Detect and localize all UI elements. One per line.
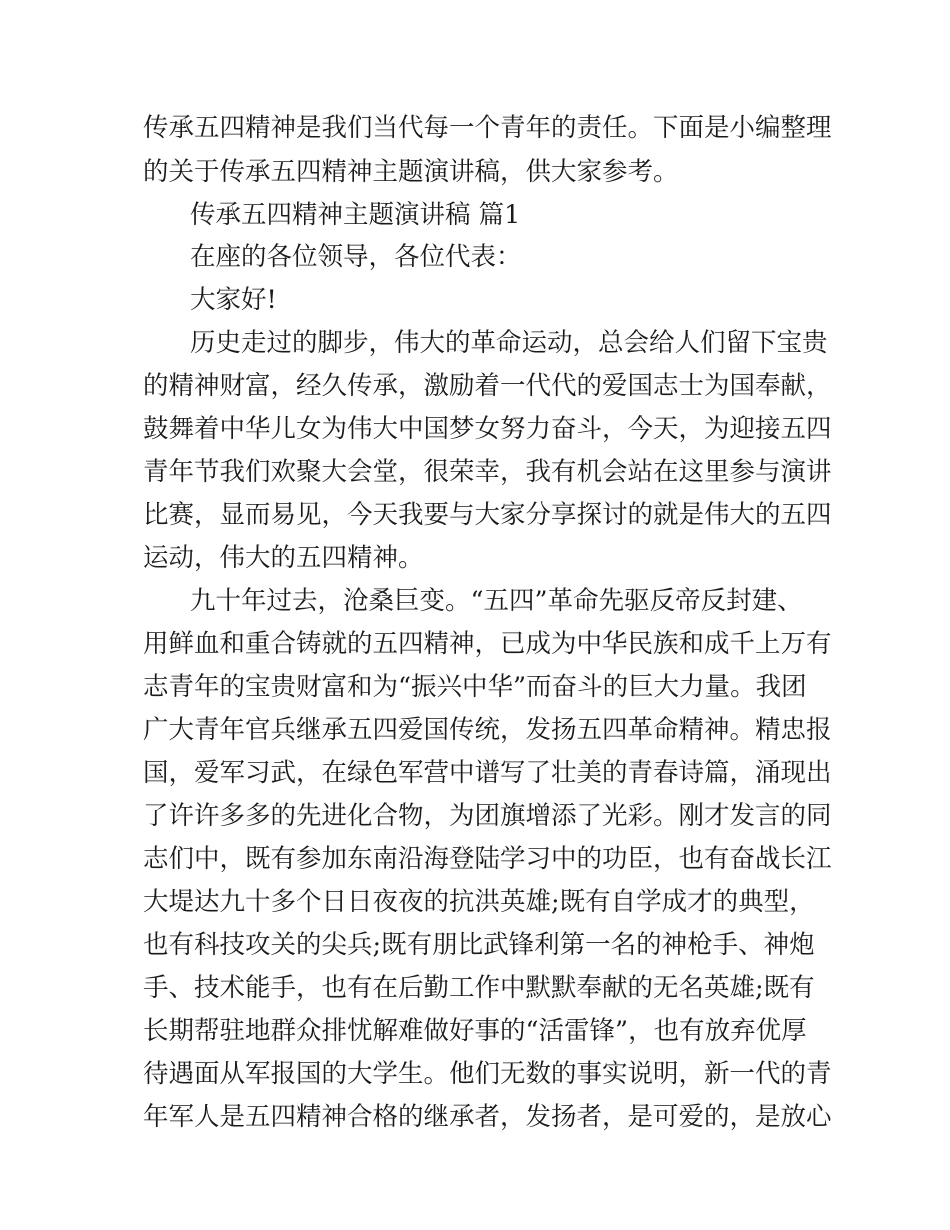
- paragraph-2-line-13: 年军人是五四精神合格的继承者，发扬者，是可爱的，是放心: [143, 1102, 832, 1132]
- speech-title: 传承五四精神主题演讲稿 篇1: [190, 200, 521, 230]
- paragraph-2-line-8: 大堤达九十多个日日夜夜的抗洪英雄;既有自学成才的典型，: [143, 887, 815, 917]
- paragraph-2-line-10: 手、技术能手，也有在后勤工作中默默奉献的无名英雄;既有: [143, 973, 815, 1003]
- paragraph-2-line-2: 用鲜血和重合铸就的五四精神，已成为中华民族和成千上万有: [143, 629, 832, 659]
- paragraph-intro-line-1: 传承五四精神是我们当代每一个青年的责任。下面是小编整理: [143, 113, 832, 143]
- paragraph-2-line-11: 长期帮驻地群众排忧解难做好事的“活雷锋”，也有放弃优厚: [143, 1016, 807, 1046]
- paragraph-1-line-4: 青年节我们欢聚大会堂，很荣幸，我有机会站在这里参与演讲: [143, 457, 832, 487]
- paragraph-1-line-2: 的精神财富，经久传承，激励着一代代的爱国志士为国奉献，: [143, 371, 832, 401]
- paragraph-1-line-5: 比赛，显而易见，今天我要与大家分享探讨的就是伟大的五四: [143, 500, 832, 530]
- paragraph-2-line-12: 待遇面从军报国的大学生。他们无数的事实说明，新一代的青: [143, 1059, 832, 1089]
- greeting: 大家好!: [190, 285, 277, 315]
- paragraph-2-line-3: 志青年的宝贵财富和为“振兴中华”而奋斗的巨大力量。我团: [143, 672, 807, 702]
- paragraph-1-line-3: 鼓舞着中华儿女为伟大中国梦女努力奋斗，今天，为迎接五四: [143, 414, 832, 444]
- paragraph-1-line-6: 运动，伟大的五四精神。: [143, 543, 424, 573]
- paragraph-intro-line-2: 的关于传承五四精神主题演讲稿，供大家参考。: [143, 157, 679, 187]
- paragraph-1-line-1: 历史走过的脚步，伟大的革命运动，总会给人们留下宝贵: [190, 328, 828, 358]
- paragraph-2-line-6: 了许许多多的先进化合物，为团旗增添了光彩。刚才发言的同: [143, 801, 832, 831]
- paragraph-2-line-7: 志们中，既有参加东南沿海登陆学习中的功臣，也有奋战长江: [143, 844, 832, 874]
- paragraph-2-line-9: 也有科技攻关的尖兵;既有朋比武锋利第一名的神枪手、神炮: [143, 930, 815, 960]
- paragraph-2-line-4: 广大青年官兵继承五四爱国传统，发扬五四革命精神。精忠报: [143, 715, 832, 745]
- salutation: 在座的各位领导，各位代表：: [190, 242, 522, 272]
- paragraph-2-line-1: 九十年过去，沧桑巨变。“五四”革命先驱反帝反封建、: [190, 586, 803, 616]
- paragraph-2-line-5: 国，爱军习武，在绿色军营中谱写了壮美的青春诗篇，涌现出: [143, 758, 832, 788]
